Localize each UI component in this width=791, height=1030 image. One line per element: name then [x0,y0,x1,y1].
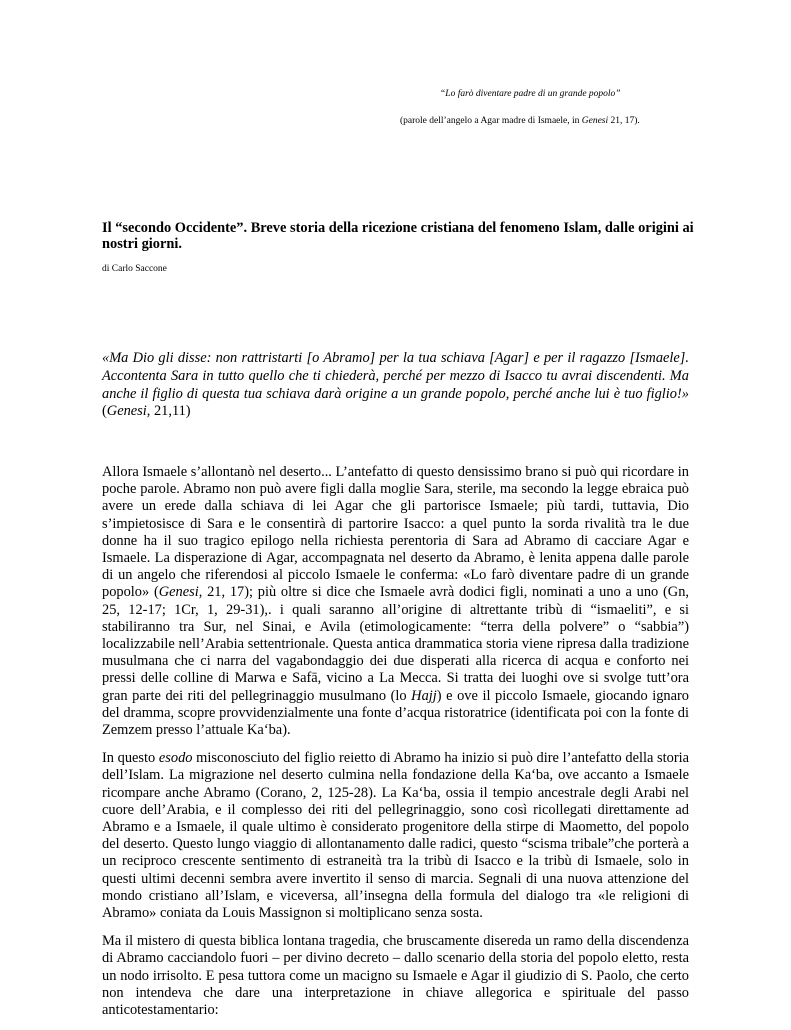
paragraph-2: In questo esodo misconosciuto del figlio reietto di Abramo ha inizio si può dire l’antefatto della storia dell’Islam. La migrazione nel deserto culmina nella fondazione della Ka‘ba, ove accanto a Ismaele ricompare anche Abramo (Corano, 2, 125-28). La Ka‘ba, ossia il tempio ancestrale degli Arabi nel cuore dell’Arabia, e il complesso dei riti del pellegrinaggio, sono così ricollegati direttamente ad Abramo e a Ismaele, il quale ultimo è considerato progenitore della stirpe di Maometto, del popolo del deserto. Questo lungo viaggio di allontanamento dalle radici, questo “scisma tribale”che porterà a un reciproco crescente sentimento di estraneità tra la tribù di Isacco e la tribù di Ismaele, solo in questi ultimi decenni sembra avere invertito il senso di marcia. Segnali di una nuova attenzione del mondo cristiano all’Islam, e viceversa, all’insegna della formula del dialogo tra «le religioni di Abramo» coniata da Louis Massignon si moltiplicano senza sosta. [102,750,689,922]
paragraph-3: Ma il mistero di questa biblica lontana tragedia, che bruscamente disereda un ramo della discendenza di Abramo cacciandolo fuori – per divino decreto – dallo scenario della storia del popolo eletto, resta un nodo irrisolto. E pesa tuttora come un macigno su Ismaele e Agar il giudizio di S. Paolo, che certo non intendeva che dare una interpretazione in chiave allegorica e spirituale del passo anticotestamentario: [102,933,689,1019]
opening-quote-ref-book: Genesi [106,403,147,420]
document-title: Il “secondo Occidente”. Breve storia della ricezione cristiana del fenomeno Islam, dalle origini ai nostri giorni. [102,220,694,252]
paragraph-1: Allora Ismaele s’allontanò nel deserto... L’antefatto di questo densissimo brano si può qui ricordare in poche parole. Abramo non può avere figli dalla moglie Sara, sterile, ma secondo la legge ebraica può avere un erede dalla schiava di lei Agar che gli partorisce Ismaele; più tardi, tuttavia, Dio s’impietosisce di Sara e le consentirà di partorire Isacco: a quel punto la sorda rivalità tra le due donne ha il suo tragico epilogo nella richiesta perentoria di Sara ad Abramo di cacciare Agar e Ismaele. La disperazione di Agar, accompagnata nel deserto da Abramo, è lenita appena dalle parole di un angelo che riferendosi al piccolo Ismaele le conferma: «Lo farò diventare padre di un grande popolo» (Genesi, 21, 17); più oltre si dice che Ismaele avrà dodici figli, nominati a uno a uno (Gn, 25, 12-17; 1Cr, 1, 29-31),. i quali saranno all’origine di altrettante tribù di “ismaeliti”, e si stabiliranno tra Sur, nel Sinai, e Avila (etimologicamente: “terra della polvere” o “sabbia”) localizzabile nell’Arabia settentrionale. Questa antica drammatica storia viene ripresa dalla tradizione musulmana che ci narra del vagabondaggio dei due disperati alla ricerca di acqua e conforto nei pressi delle colline di Marwa e Safā, vicino a La Mecca. Si tratta dei luoghi ove si svolge tutt’ora gran parte dei riti del pellegrinaggio musulmano (lo Hajj) e ove il piccolo Ismaele, giocando ignaro del dramma, scopre provvidenzialmente una fonte d’acqua ristoratrice (identificata poi con la fonte di Zemzem presso l’attuale Ka‘ba). [102,464,689,739]
opening-quote: «Ma Dio gli disse: non rattristarti [o Abramo] per la tua schiava [Agar] e per il ragazzo [Ismaele]. Accontenta Sara in tutto quello che ti chiederà, perché per mezzo di Isacco tu avrai discendenti. Ma anche il figlio di questa tua schiava darà origine a un grande popolo, perché anche lui è tuo figlio!» (Genesi, 21,11) [102,350,689,420]
epigraph-source: (parole dell’angelo a Agar madre di Ismaele, in Genesi 21, 17). [400,116,640,126]
opening-quote-text: «Ma Dio gli disse: non rattristarti [o Abramo] per la tua schiava [Agar] e per il ragazzo [Ismaele]. Accontenta Sara in tutto quello che ti chiederà, perché per mezzo di Isacco tu avrai discendenti. Ma anche il figlio di questa tua schiava darà origine a un grande popolo, perché anche lui è tuo figlio!» [102,350,689,402]
author-byline: di Carlo Saccone [102,264,167,274]
epigraph-source-book: Genesi [581,116,609,126]
body-text [102,464,689,1030]
epigraph-quote: “Lo farò diventare padre di un grande popolo” [440,89,621,99]
